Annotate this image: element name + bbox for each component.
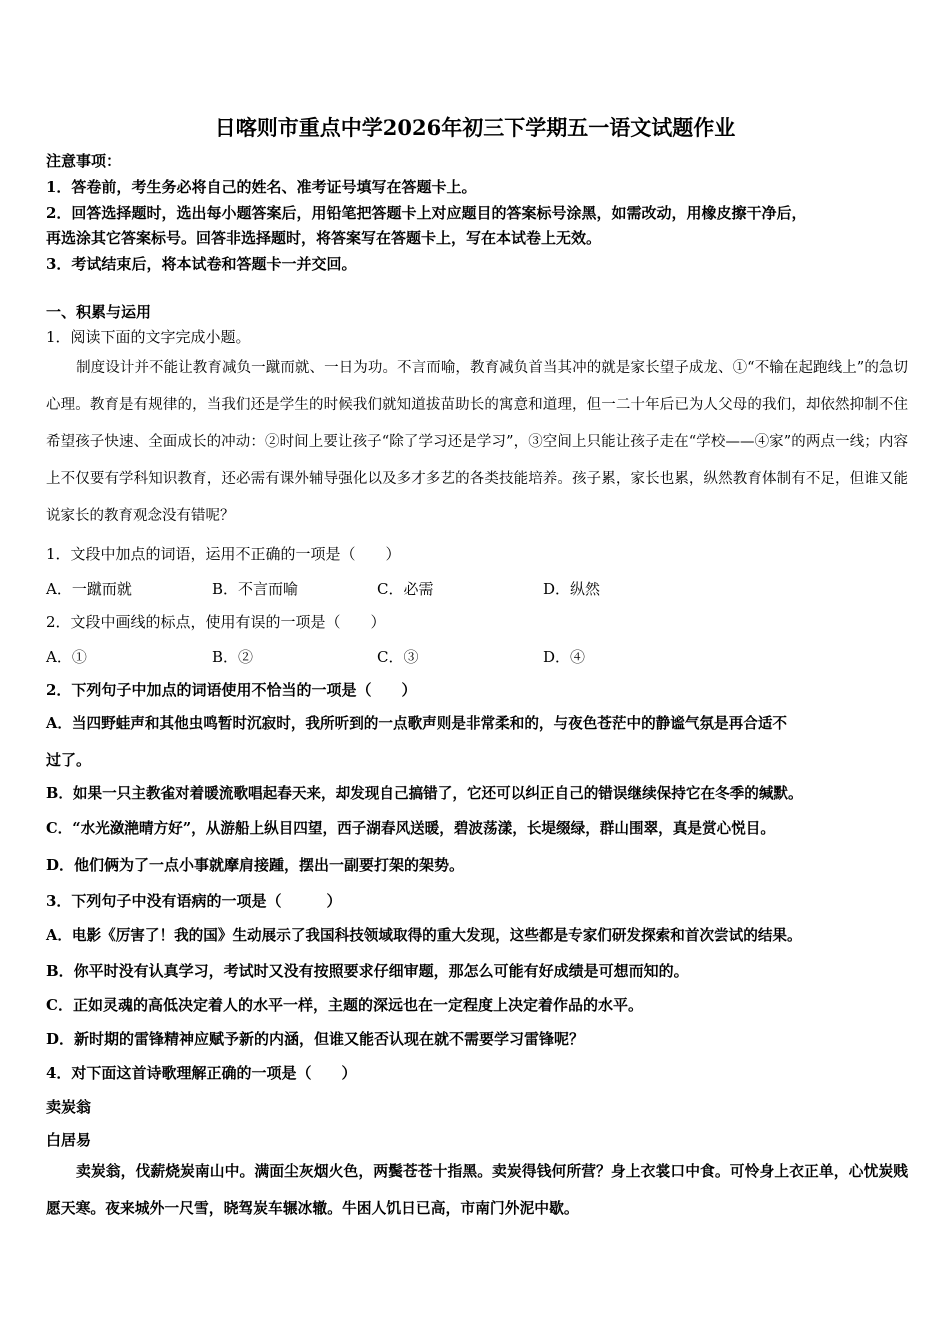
q2-option-b: B．如果一只主教雀对着暖流歌唱起春天来，却发现自己搞错了，它还可以纠正自己的错误继续保持它在冬季的缄默。 <box>46 785 803 802</box>
poem-author: 白居易 <box>46 1131 92 1149</box>
notice-item-2: 2．回答选择题时，选出每小题答案后，用铅笔把答题卡上对应题目的答案标号涂黑，如需改动，用橡皮擦干净后， <box>46 204 807 222</box>
q1-sub2-option-d: D．④ <box>543 648 586 666</box>
q3-option-b: B．你平时没有认真学习，考试时又没有按照要求仔细审题，那怎么可能有好成绩是可想而知的。 <box>46 962 689 980</box>
notice-heading: 注意事项： <box>46 152 122 170</box>
q1-sub2-option-c: C．③ <box>377 648 419 666</box>
poem-body-text: 卖炭翁，伐薪烧炭南山中。满面尘灰烟火色，两鬓苍苍十指黑。卖炭得钱何所营？身上衣裳口中食。可怜身上衣正单，心忧炭贱愿天寒。夜来城外一尺雪，晓驾炭车辗冰辙。牛困人饥日已高，市南门外泥中歇。 <box>46 1163 908 1217</box>
q1-sub2-stem: 2．文段中画线的标点，使用有误的一项是（ ） <box>46 613 386 631</box>
q1-sub1-option-d: D．纵然 <box>543 580 601 598</box>
q2-option-d: D．他们俩为了一点小事就摩肩接踵，摆出一副要打架的架势。 <box>46 856 465 874</box>
q3-option-d: D．新时期的雷锋精神应赋予新的内涵，但谁又能否认现在就不需要学习雷锋呢？ <box>46 1030 585 1048</box>
notice-item-2-cont: 再选涂其它答案标号。回答非选择题时，将答案写在答题卡上，写在本试卷上无效。 <box>46 229 602 247</box>
q1-sub1-option-c: C．必需 <box>377 580 434 598</box>
notice-item-3: 3．考试结束后，将本试卷和答题卡一并交回。 <box>46 255 357 273</box>
section-heading: 一、积累与运用 <box>46 303 152 321</box>
q1-stem: 1．阅读下面的文字完成小题。 <box>46 328 251 346</box>
q1-passage-text: 制度设计并不能让教育减负一蹴而就、一日为功。不言而喻，教育减负首当其冲的就是家长望子成龙、①“不输在起跑线上”的急切心理。教育是有规律的，当我们还是学生的时候我们就知道拔苗助长的寓意和道理，但一二十年后已为人父母的我们，却依然抑制不住希望孩子快速、全面成长的冲动：②时间上要让孩子“除了学习还是学习”，③空间上只能让孩子走在“学校——④家”的两点一线；内容上不仅要有学科知识教育，还必需有课外辅导强化以及多才多艺的各类技能培养。孩子累，家长也累，纵然教育体制有不足，但谁又能说家长的教育观念没有错呢？ <box>46 360 908 524</box>
notice-item-1: 1．答卷前，考生务必将自己的姓名、准考证号填写在答题卡上。 <box>46 178 477 196</box>
q3-option-c: C．正如灵魂的高低决定着人的水平一样，主题的深远也在一定程度上决定着作品的水平。 <box>46 996 643 1014</box>
q2-option-c: C．“水光潋滟晴方好”，从游船上纵目四望，西子湖春风送暖，碧波荡漾，长堤缀绿，群山围翠，真是赏心悦目。 <box>46 820 775 837</box>
q1-passage <box>46 350 908 535</box>
q2-option-a-line1: A．当四野蛙声和其他虫鸣暂时沉寂时，我所听到的一点歌声则是非常柔和的，与夜色苍茫中的静谧气氛是再合适不 <box>46 715 788 732</box>
q1-sub1-option-a: A．一蹴而就 <box>46 580 132 598</box>
q4-stem: 4．对下面这首诗歌理解正确的一项是（ ） <box>46 1064 357 1082</box>
page-title: 日喀则市重点中学2026年初三下学期五一语文试题作业 <box>214 115 736 140</box>
q1-sub2-option-b: B．② <box>212 648 254 666</box>
q2-option-a-line2: 过了。 <box>46 751 92 769</box>
q1-sub1-option-b: B．不言而喻 <box>212 580 299 598</box>
q1-sub2-option-a: A．① <box>46 648 87 666</box>
poem-title: 卖炭翁 <box>46 1098 92 1116</box>
q3-stem: 3．下列句子中没有语病的一项是（ ） <box>46 892 342 910</box>
q1-sub1-stem: 1．文段中加点的词语，运用不正确的一项是（ ） <box>46 545 401 563</box>
poem-body <box>46 1153 908 1227</box>
q3-option-a: A．电影《厉害了！我的国》生动展示了我国科技领域取得的重大发现，这些都是专家们研发探索和首次尝试的结果。 <box>46 927 802 944</box>
q2-stem: 2．下列句子中加点的词语使用不恰当的一项是（ ） <box>46 681 417 699</box>
